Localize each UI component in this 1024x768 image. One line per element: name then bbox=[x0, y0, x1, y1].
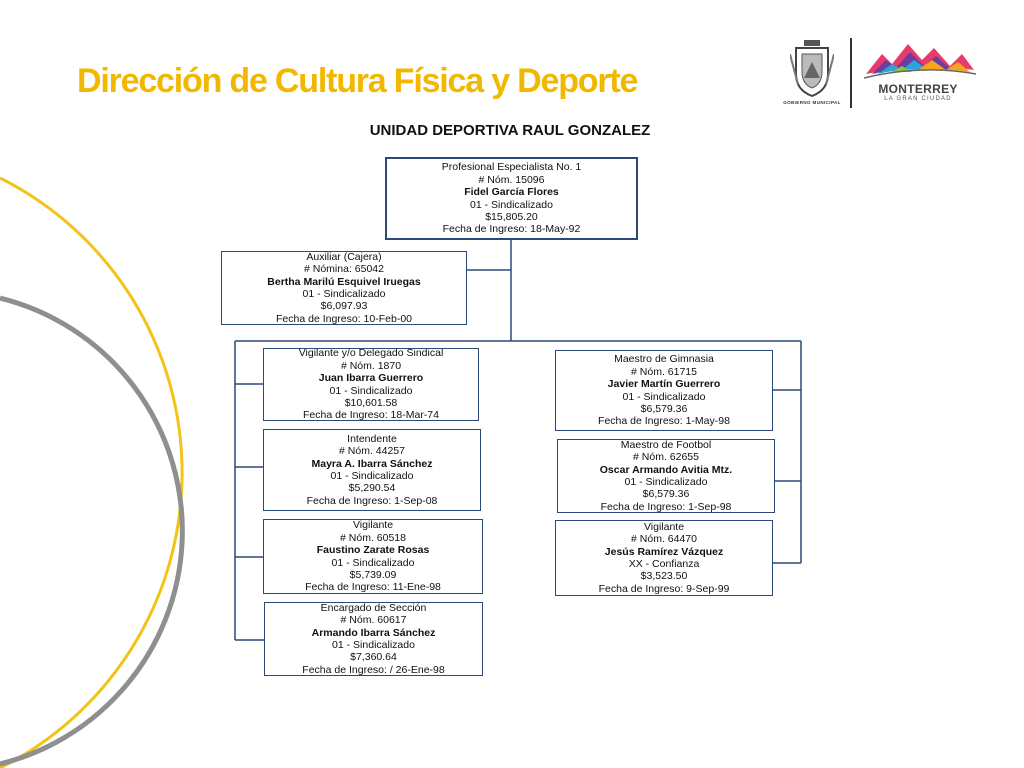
page-title: Dirección de Cultura Física y Deporte bbox=[77, 62, 638, 100]
box-number: # Nóm. 64470 bbox=[631, 533, 697, 546]
box-salary: $6,579.36 bbox=[640, 402, 688, 415]
org-box-right-2 bbox=[557, 439, 775, 513]
box-salary: $6,579.36 bbox=[642, 488, 690, 501]
box-hire-date: Fecha de Ingreso: 10-Feb-00 bbox=[276, 312, 412, 325]
box-salary: $3,523.50 bbox=[640, 570, 688, 583]
org-box-left-1 bbox=[263, 348, 479, 421]
box-position: Vigilante bbox=[643, 520, 685, 533]
box-employee-name: Mayra A. Ibarra Sánchez bbox=[311, 457, 433, 470]
city-tagline: LA GRAN CIUDAD bbox=[884, 96, 952, 102]
box-employee-name: Fidel García Flores bbox=[464, 186, 559, 199]
box-contract-type: 01 - Sindicalizado bbox=[329, 384, 413, 397]
box-number: # Nómina: 65042 bbox=[304, 263, 384, 276]
box-hire-date: Fecha de Ingreso: 9-Sep-99 bbox=[598, 582, 730, 595]
box-position: Maestro de Gimnasia bbox=[614, 353, 714, 366]
box-salary: $6,097.93 bbox=[320, 300, 368, 313]
box-salary: $10,601.58 bbox=[344, 396, 398, 409]
box-salary: $15,805.20 bbox=[485, 210, 538, 223]
box-hire-date: Fecha de Ingreso: 1-Sep-08 bbox=[306, 494, 438, 507]
unit-subtitle: UNIDAD DEPORTIVA RAUL GONZALEZ bbox=[369, 122, 651, 139]
box-hire-date: Fecha de Ingreso: / 26-Ene-98 bbox=[302, 663, 445, 676]
box-salary: $5,290.54 bbox=[348, 482, 396, 495]
box-position: Encargado de Sección bbox=[320, 602, 427, 614]
box-employee-name: Bertha Marilú Esquivel Iruegas bbox=[267, 275, 421, 288]
box-contract-type: 01 - Sindicalizado bbox=[302, 288, 386, 300]
org-box-left-3 bbox=[263, 519, 483, 594]
box-salary: $5,739.09 bbox=[349, 568, 397, 581]
box-hire-date: Fecha de Ingreso: 1-May-98 bbox=[598, 415, 730, 428]
box-contract-type: 01 - Sindicalizado bbox=[622, 390, 706, 403]
box-number: # Nóm. 62655 bbox=[633, 451, 699, 464]
org-box-assistant bbox=[221, 251, 467, 325]
box-employee-name: Oscar Armando Avitia Mtz. bbox=[599, 463, 733, 476]
box-hire-date: Fecha de Ingreso: 1-Sep-98 bbox=[600, 500, 732, 513]
box-number: # Nóm. 60518 bbox=[340, 531, 406, 544]
org-box-head bbox=[385, 157, 638, 240]
box-contract-type: 01 - Sindicalizado bbox=[624, 476, 708, 488]
box-position: Vigilante bbox=[352, 519, 394, 532]
box-number: # Nóm. 15096 bbox=[478, 173, 545, 186]
box-position: Profesional Especialista No. 1 bbox=[441, 161, 582, 174]
org-box-left-2 bbox=[263, 429, 481, 511]
box-employee-name: Faustino Zarate Rosas bbox=[316, 544, 430, 557]
box-employee-name: Juan Ibarra Guerrero bbox=[318, 372, 424, 385]
box-hire-date: Fecha de Ingreso: 11-Ene-98 bbox=[305, 581, 441, 594]
box-position: Vigilante y/o Delegado Sindical bbox=[298, 348, 444, 360]
box-contract-type: 01 - Sindicalizado bbox=[330, 470, 414, 482]
org-box-right-3 bbox=[555, 520, 773, 596]
box-employee-name: Armando Ibarra Sánchez bbox=[311, 626, 436, 639]
box-hire-date: Fecha de Ingreso: 18-May-92 bbox=[442, 223, 581, 236]
box-hire-date: Fecha de Ingreso: 18-Mar-74 bbox=[303, 409, 439, 421]
box-number: # Nóm. 44257 bbox=[339, 445, 405, 458]
box-position: Auxiliar (Cajera) bbox=[306, 251, 382, 263]
box-contract-type: 01 - Sindicalizado bbox=[470, 198, 553, 211]
box-contract-type: 01 - Sindicalizado bbox=[331, 556, 415, 569]
org-box-right-1 bbox=[555, 350, 773, 431]
box-contract-type: XX - Confianza bbox=[628, 558, 700, 570]
box-number: # Nóm. 1870 bbox=[340, 359, 402, 372]
box-contract-type: 01 - Sindicalizado bbox=[332, 639, 415, 651]
box-salary: $7,360.64 bbox=[350, 651, 397, 664]
crest-caption: GOBIERNO MUNICIPAL bbox=[783, 100, 841, 105]
box-number: # Nóm. 60617 bbox=[340, 614, 407, 627]
box-position: Intendente bbox=[347, 432, 397, 445]
box-employee-name: Jesús Ramírez Vázquez bbox=[604, 545, 724, 558]
city-name: MONTERREY bbox=[878, 82, 958, 96]
org-box-left-4 bbox=[264, 602, 483, 676]
box-employee-name: Javier Martín Guerrero bbox=[607, 378, 721, 391]
box-position: Maestro de Footbol bbox=[620, 439, 712, 451]
box-number: # Nóm. 61715 bbox=[631, 365, 697, 378]
